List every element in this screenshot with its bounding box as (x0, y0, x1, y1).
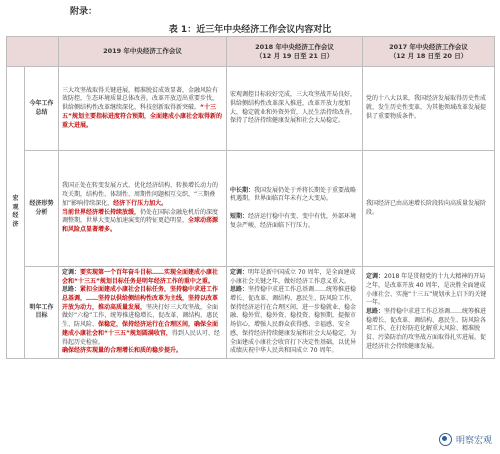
comparison-table (6, 36, 495, 359)
header-row (7, 37, 495, 67)
header-2019: 2019 年中央经济工作会议 (59, 37, 227, 67)
cell-2018-summary: 宏观调控目标较好完成，三大攻坚战开局良好，供给侧结构性改革深入推进，改革开放力度加大，稳定就业和外资外贸，人民生活持续改善，保持了经济持续健康发展和社会大局稳定。 (227, 67, 363, 151)
table-row-analysis (7, 151, 495, 267)
cell-2017-summary: 党的十八大以来，我国经济发展取得历史性成就、发生历史性变革，为其他领域改革发展提供了重要物质条件。 (363, 67, 495, 151)
appendix-label: 附录： (70, 7, 98, 17)
header-2017: 2017 年中央经济工作会议 （12 月 18 日至 20 日） (363, 37, 495, 67)
header-2018: 2018 年中央经济工作会议 （12 月 19 日至 21 日） (227, 37, 363, 67)
row-label-goals: 明年工作目标 (25, 267, 59, 359)
cell-2019-summary: 三大攻坚战取得关键进展，精准脱贫成效显著，金融风险有效防控，生态环境质量总体改善，改革开放迈出重要步伐，供给侧结构性改革继续深化，科技创新取得新突破。“十三五”规划主要指标进度符合预期，全面建成小康社会取得新的重大进展。 (59, 67, 227, 151)
cell-2017-analysis: 我国经济已由高速增长阶段转向高质量发展阶段。 (363, 151, 495, 267)
cell-2019-analysis: 我国正处在转变发展方式、优化经济结构、转换增长动力的攻关期，结构性、体制性、周期性问题相互交织，“三期叠加”影响持续深化，经济下行压力加大。 当前世界经济增长持续放缓，仍处在国际金融危机后的深度调整期，世界大变局加速演变的特征更趋明显，全球动荡源和风险点显著增多。 (59, 151, 227, 267)
row-label-summary: 今年工作总结 (25, 67, 59, 151)
cell-2018-analysis: 中长期：我国发展仍处于并将长期处于重要战略机遇期，世界面临百年未有之大变局。 短期：经济运行稳中有变、变中有忧，外部环境复杂严峻，经济面临下行压力。 (227, 151, 363, 267)
table-title: 表 1：近三年中央经济工作会议内容对比 (168, 25, 332, 35)
table-row-summary (7, 67, 495, 151)
header-empty (7, 37, 59, 67)
wechat-logo-icon (439, 433, 452, 446)
cell-2018-goals: 定调：明年是新中国成立 70 周年，是全面建成小康社会关键之年，做好经济工作意义重大。 思路：坚持稳中求进工作总基调……统筹推进稳增长、促改革、调结构、惠民生、防风险工作，保持经济运行在合理区间，进一步稳就业、稳金融、稳外贸、稳外资、稳投资、稳预期，提振市场信心，增强人民群众获得感、幸福感、安全感，保持经济持续健康发展和社会大局稳定，为全面建成小康社会收官打下决定性基础，以优异成绩庆祝中华人民共和国成立 70 周年。 (227, 267, 363, 359)
row-label-analysis: 经济形势分析 (25, 151, 59, 267)
watermark-text: 明察宏观 (455, 436, 492, 446)
watermark (439, 433, 492, 446)
cell-2019-goals: 定调：要实现第一个百年奋斗目标……实现全面建成小康社会和“十三五”规划目标任务是明年经济工作的重中之重。 思路：紧扣全面建成小康社会目标任务，坚持稳中求进工作总基调，……坚持以供给侧结构性改革为主线，坚持以改革开放为动力，推动高质量发展，坚决打好三大攻坚战，全面做好“六稳”工作，统筹推进稳增长、促改革、调结构、惠民生、防风险、保稳定，保持经济运行在合理区间，确保全面建成小康社会和“十三五”规划圆满收官，得到人民认可、经得起历史检验。 确保经济实现量的合理增长和质的稳步提升。 (59, 267, 227, 359)
cell-2017-goals: 定调：2018 年是贯彻党的十九大精神的开局之年，是改革开放 40 周年，是决胜全面建成小康社会、实施“十三五”规划承上启下的关键一年。 思路：坚持稳中求进工作总基调……统筹推进稳增长、促改革、调结构、惠民生、防风险各项工作，在打好防范化解重大风险、精准脱贫、污染防治的攻坚战方面取得扎实进展，促进经济社会持续健康发展。 (363, 267, 495, 359)
category-macro: 宏观经济 (7, 67, 25, 359)
table-row-goals (7, 267, 495, 359)
